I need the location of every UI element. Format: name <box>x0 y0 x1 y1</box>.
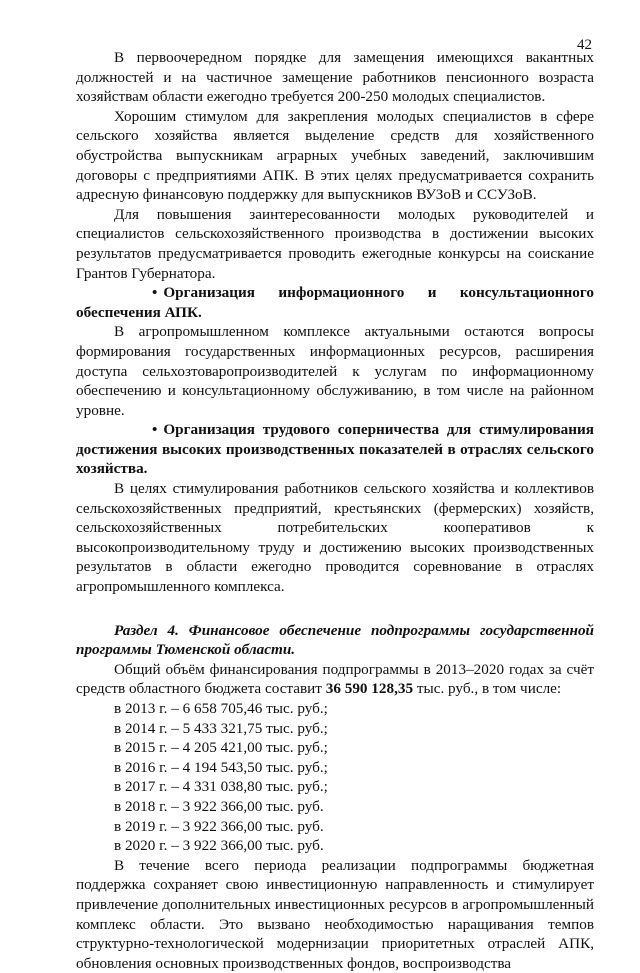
funding-intro-post: тыс. руб., в том числе: <box>413 680 562 698</box>
list-item: в 2019 г. – 3 922 366,00 тыс. руб. <box>114 817 324 835</box>
paragraph: Хорошим стимулом для закрепления молодых специалистов в сфере сельского хозяйства является выделение средств для хозяйственного обустройства выпускникам аграрных учебных заведений, заключившим договоры с предприятиями АПК. В этих целях предусматривается сохранить адресную финансовую поддержку для выпускников ВУЗоВ и ССУЗоВ. <box>76 107 594 204</box>
funding-intro <box>76 660 594 699</box>
bullet-icon: • <box>152 421 158 439</box>
paragraph: В целях стимулирования работников сельского хозяйства и коллективов сельскохозяйственных предприятий, крестьянских (фермерских) хозяйств, сельскохозяйственных потребительских кооперативов к высокопроизводительному труду и достижению высоких производственных результатов в области ежегодно проводится соревнование в отраслях агропромышленного комплекса. <box>76 480 594 596</box>
list-item: в 2015 г. – 4 205 421,00 тыс. руб.; <box>114 739 328 757</box>
list-item: в 2020 г. – 3 922 366,00 тыс. руб. <box>114 837 324 855</box>
list-item: в 2017 г. – 4 331 038,80 тыс. руб.; <box>114 778 328 796</box>
section-heading: Раздел 4. Финансовое обеспечение подпрограммы государственной программы Тюменской области. <box>76 621 594 659</box>
list-item: в 2018 г. – 3 922 366,00 тыс. руб. <box>114 797 324 815</box>
bullet-heading-info <box>76 283 594 322</box>
paragraph: В первоочередном порядке для замещения имеющихся вакантных должностей и на частичное замещение работников пенсионного возраста хозяйствам области ежегодно требуется 200-250 молодых специалистов. <box>76 49 594 106</box>
page-number: 42 <box>577 37 592 53</box>
bullet-icon: • <box>152 284 158 302</box>
bullet-heading-labor <box>76 420 594 479</box>
heading-text: Организация информационного и консультационного обеспечения АПК. <box>76 284 594 321</box>
document-body <box>76 48 594 973</box>
funding-years-list <box>76 699 594 856</box>
funding-intro-pre: Общий объём финансирования подпрограммы в 2013–2020 годах за счёт средств областного бюджета составит <box>76 660 594 698</box>
heading-text: Организация трудового соперничества для стимулирования достижения высоких производственных показателей в отраслях сельского хозяйства. <box>76 421 594 478</box>
list-item: в 2013 г. – 6 658 705,46 тыс. руб.; <box>114 700 328 717</box>
list-item: в 2016 г. – 4 194 543,50 тыс. руб.; <box>114 758 328 776</box>
list-item: в 2014 г. – 5 433 321,75 тыс. руб.; <box>114 719 328 737</box>
paragraph: В течение всего периода реализации подпрограммы бюджетная поддержка сохраняет свою инвестиционную направленность и стимулирует привлечение дополнительных инвестиционных ресурсов в агропромышленный комплекс области. Это вызвано необходимостью наращивания темпов структурно-технологической модернизации приоритетных отраслей АПК, обновления основных производственных фондов, воспроизводства <box>76 856 594 972</box>
paragraph: В агропромышленном комплексе актуальными остаются вопросы формирования государственных информационных ресурсов, расширения доступа сельхозтоваропроизводителей к услугам по информационному обеспечению и консультационному обслуживанию, в том числе на районном уровне. <box>76 323 594 419</box>
funding-total: 36 590 128,35 <box>325 680 414 698</box>
paragraph: Для повышения заинтересованности молодых руководителей и специалистов сельскохозяйственного производства в достижении высоких результатов предусматривается проводить ежегодные конкурсы на соискание Грантов Губернатора. <box>76 205 594 282</box>
